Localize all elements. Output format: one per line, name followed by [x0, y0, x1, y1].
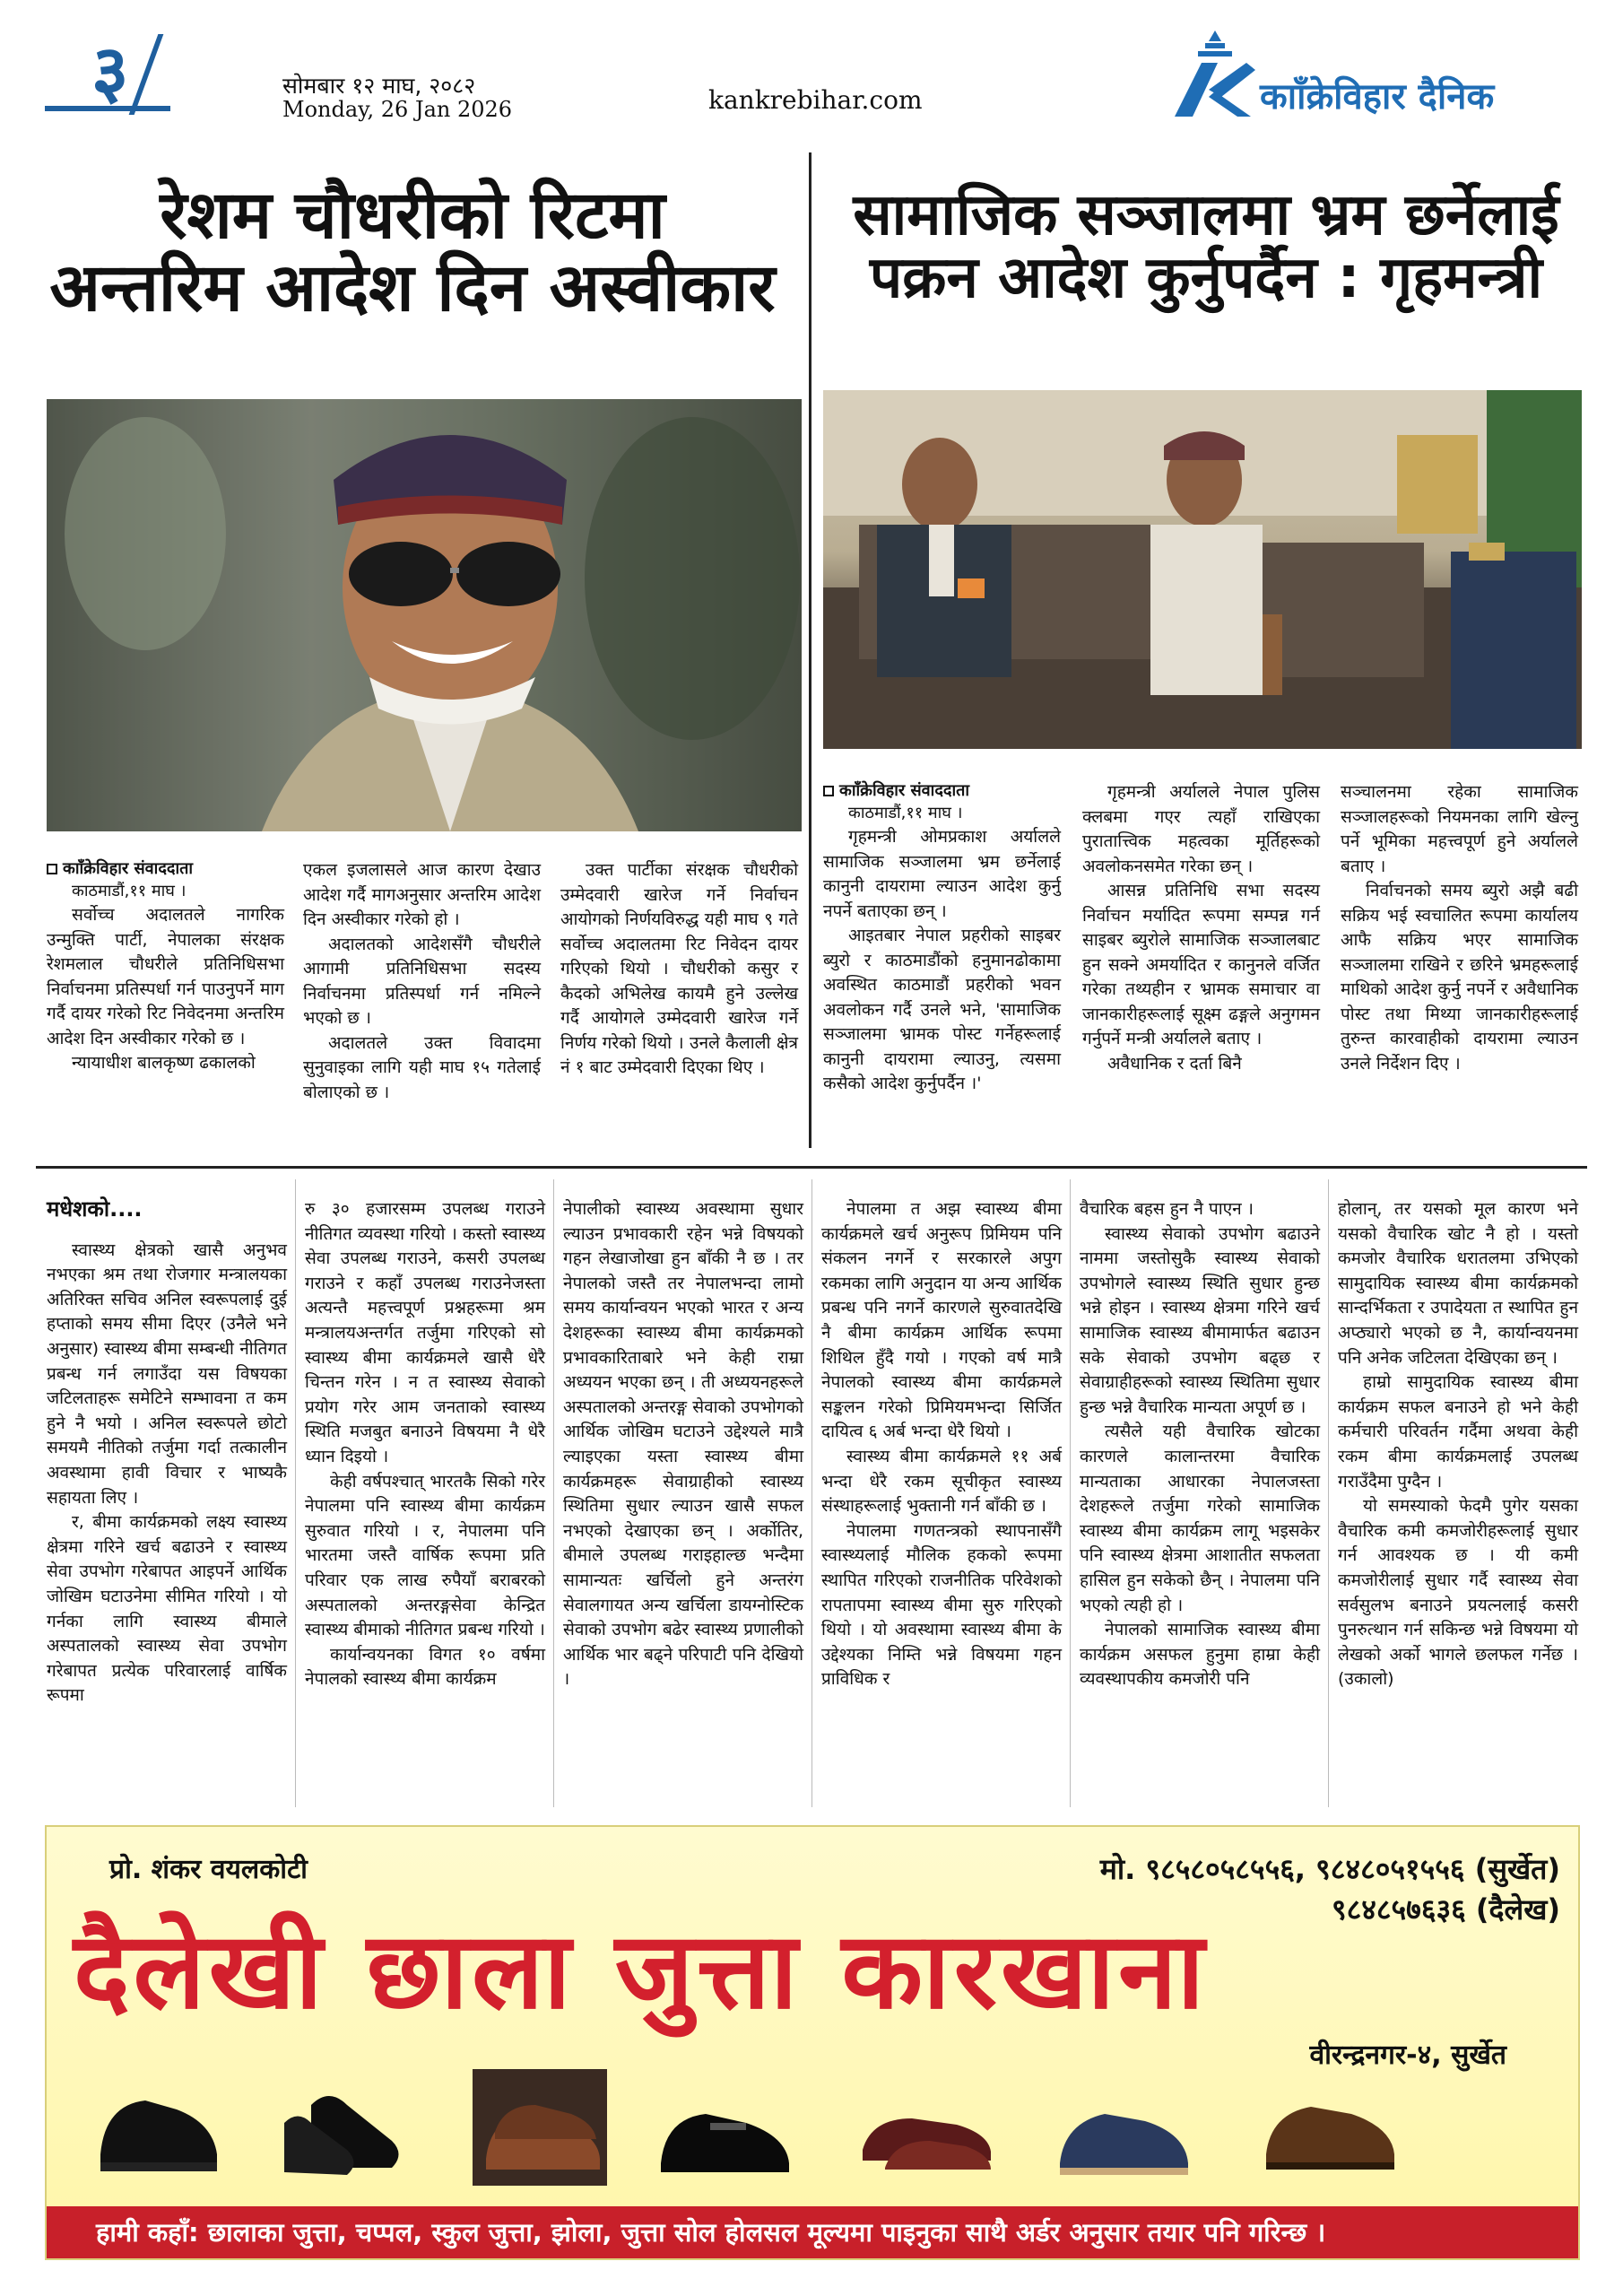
shoe-image [473, 2069, 607, 2186]
paragraph: नेपालमा त अझ स्वास्थ्य बीमा कार्यक्रमले खर्च अनुरूप प्रिमियम पनि संकलन नगर्ने र सरकारले अपुग रकमका लागि अनुदान या अन्य आर्थिक प्रबन्ध पनि नगर्ने कारणले सुरुवातदेखि नै बीमा कार्यक्रम आर्थिक रूपमा शिथिल हुँदै गयो । गएको वर्ष मात्रै नेपालको स्वास्थ्य बीमा कार्यक्रमले सङ्कलन गरेको प्रिमियमभन्दा सिर्जित दायित्व ६ अर्ब भन्दा धेरै थियो । [821, 1199, 1062, 1442]
paragraph: केही वर्षपश्चात् भारतकै सिको गरेर नेपालमा पनि स्वास्थ्य बीमा कार्यक्रम सुरुवात गरियो । र, नेपालमा पनि भारतमा जस्तै वार्षिक रूपमा प्रति परिवार एक लाख रुपैयाँ बराबरको अस्पतालको अन्तरङ्गसेवा केन्द्रित स्वास्थ्य बीमाको नीतिगत प्रबन्ध गरियो । [305, 1471, 545, 1640]
section-separator [36, 1166, 1587, 1169]
page-number-slash [129, 34, 164, 115]
paragraph: स्वास्थ्य क्षेत्रको खासै अनुभव नभएका श्रम तथा रोजगार मन्त्रालयका अतिरिक्त सचिव अनिल स्वरूपलाई दुई हप्ताको समय सीमा दिएर (उनैले भने अनुसार) स्वास्थ्य बीमा सम्बन्धी नीतिगत प्रबन्ध गर्न लगाउँदा यस विषयका जटिलताहरू समेटिने सम्भावना त कम हुने नै भयो । अनिल स्वरूपले छोटो समयमै नीतिको तर्जुमा गर्दा तत्कालीन अवस्थामा हावी विचार र भाष्यकै सहायता लिए । [47, 1239, 287, 1508]
date-nepali: सोमबार १२ माघ, २०८२ [282, 73, 476, 99]
paragraph: उक्त पार्टीका संरक्षक चौधरीको उम्मेदवारी खारेज गर्ने निर्वाचन आयोगको निर्णयविरुद्ध यही माघ ९ गते सर्वोच्च अदालतमा रिट निवेदन दायर गरिएको थियो । चौधरीको कसुर र कैदको अभिलेख कायमै हुने उल्लेख गर्दै आयोगले उम्मेदवारी खारेज गर्ने निर्णय गरेको थियो । उनले कैलाली क्षेत्र नं १ बाट उम्मेदवारी दिएका थिए । [560, 860, 798, 1077]
shoe-image [1055, 2069, 1190, 2186]
home-minister-meeting-photo [823, 390, 1582, 749]
website-link[interactable]: kankrebihar.com [708, 85, 923, 115]
left-article-col3 [560, 858, 798, 1081]
checkbox-icon [823, 786, 834, 796]
ad-footer-banner: हामी कहाँ: छालाका जुत्ता, चप्पल, स्कुल जुत्ता, झोला, जुत्ता सोल होलसल मूल्यमा पाइनुका साथै अर्डर अनुसार तयार पनि गरिन्छ । [47, 2206, 1578, 2258]
paragraph: रु ३० हजारसम्म उपलब्ध गराउने नीतिगत व्यवस्था गरियो । कस्तो स्वास्थ्य सेवा उपलब्ध गराउने, कसरी उपलब्ध गराउने र कहाँ उपलब्ध गराउनेजस्ता अत्यन्तै महत्त्वपूर्ण प्रश्नहरूमा श्रम मन्त्रालयअन्तर्गत तर्जुमा गरिएको सो स्वास्थ्य बीमा कार्यक्रमले खासै धेरै चिन्तन गरेन । न त स्वास्थ्य सेवाको प्रयोग गरेर आम जनताको स्वास्थ्य स्थिति मजबुत बनाउने विषयमा नै धेरै ध्यान दिइयो । [305, 1199, 545, 1466]
continuation-col6 [1338, 1197, 1578, 1692]
paragraph: निर्वाचनको समय ब्युरो अझै बढी सक्रिय भई स्वचालित रूपमा कार्यालय आफै सक्रिय भएर सामाजिक सञ्जालमा राखिने र छरिने भ्रमहरूलाई माथिको आदेश कुर्नु नपर्ने र अवैधानिक पोस्ट तथा मिथ्या जानकारीहरूलाई तुरुन्त कारवाहीको दायरामा ल्याउन उनले निर्देशन दिए । [1341, 881, 1578, 1074]
column-rule [553, 1179, 554, 1807]
ad-address: वीरन्द्रनगर-४, सुर्खेत [1309, 2039, 1506, 2071]
column-rule [1070, 1179, 1071, 1807]
continuation-col3 [563, 1197, 803, 1692]
right-headline-line1: सामाजिक सञ्जालमा भ्रम छर्नेलाई [853, 182, 1559, 248]
newspaper-logo [1166, 27, 1587, 130]
column-rule [1328, 1179, 1329, 1807]
paragraph: कार्यान्वयनका विगत १० वर्षमा नेपालको स्वास्थ्य बीमा कार्यक्रम [305, 1644, 545, 1690]
right-byline [823, 780, 1061, 802]
paragraph: गृहमन्त्री अर्यालले नेपाल पुलिस क्लबमा गएर त्यहाँ राखिएका पुरातात्त्विक महत्वका मूर्तिहरूको अवलोकनसमेत गरेका छन् । [1082, 782, 1320, 876]
ad-title: दैलेखी छाला जुत्ता कारखाना [74, 1909, 1209, 2032]
paragraph: सञ्चालनमा रहेका सामाजिक सञ्जालहरूको नियमनका लागि खेल्नु पर्ने भूमिका महत्त्वपूर्ण हुने अर्यालले बताए । [1341, 782, 1578, 876]
paragraph: अदालतले उक्त विवादमा सुनुवाइका लागि यही माघ १५ गतेलाई बोलाएको छ । [303, 1032, 541, 1102]
right-headline-line2: पक्रन आदेश कुर्नुपर्दैन : गृहमन्त्री [869, 245, 1543, 312]
paragraph: हाम्रो सामुदायिक स्वास्थ्य बीमा कार्यक्रम सफल बनाउने हो भने केही कर्मचारी परिवर्तन गर्दैमा अथवा केही रकम बीमा कार्यक्रमलाई उपलब्ध गराउँदैमा पुग्दैन । [1338, 1372, 1578, 1492]
continuation-col5 [1080, 1197, 1320, 1692]
date-english: Monday, 26 Jan 2026 [282, 97, 513, 122]
ad-shoe-gallery [69, 2069, 1558, 2186]
paragraph: यो समस्याको फेदमै पुगेर यसका वैचारिक कमी कमजोरीहरूलाई सुधार गर्न आवश्यक छ । यी कमी कमजोरीलाई सुधार गर्दै स्वास्थ्य सेवा सर्वसुलभ बनाउने प्रयत्नलाई कसरी पुनरुत्थान गर्न सकिन्छ भन्ने विषयमा यो लेखको अर्को भागले छलफल गर्नेछ । (उकालो) [1338, 1496, 1578, 1690]
ad-phone-dailekh: ९८४८५७६३६ (दैलेख) [1331, 1892, 1560, 1926]
continuation-col2 [305, 1197, 545, 1692]
shoe-factory-advertisement[interactable] [45, 1825, 1580, 2260]
paragraph: सर्वोच्च अदालतले नागरिक उन्मुक्ति पार्टी, नेपालका संरक्षक रेशमलाल चौधरीले प्रतिनिधिसभा निर्वाचनमा प्रतिस्पर्धा गर्न पाउनुपर्ने माग गर्दै दायर गरेको रिट निवेदनमा अन्तरिम आदेश दिन अस्वीकार गरेको छ । [47, 905, 284, 1048]
right-byline-text: कााँक्रेविहार संवाददाता [839, 781, 970, 800]
page-header [0, 0, 1623, 135]
page-number [45, 27, 179, 117]
continuation-col4 [821, 1197, 1062, 1692]
left-byline [47, 858, 284, 880]
page-number-text: ३ [91, 30, 129, 113]
left-byline-text: कााँक्रेविहार संवाददाता [63, 859, 194, 878]
right-article-headline [834, 184, 1578, 310]
paragraph: न्यायाधीश बालकृष्ण ढकालको [72, 1053, 256, 1073]
shoe-image [91, 2069, 226, 2186]
paragraph: एकल इजलासले आज कारण देखाउ आदेश गर्दै मागअनुसार अन्तरिम आदेश दिन अस्वीकार गरेको हो । [303, 860, 541, 929]
paragraph: नेपालीको स्वास्थ्य अवस्थामा सुधार ल्याउन प्रभावकारी रहेन भन्ने विषयको गहन लेखाजोखा हुन बाँकी नै छ । तर नेपालको जस्तै तर नेपालभन्दा लामो समय कार्यान्वयन भएको भारत र अन्य देशहरूका स्वास्थ्य बीमा कार्यक्रमको प्रभावकारिताबारे भने केही राम्रा अध्ययन भएका छन् । ती अध्ययनहरूले अस्पतालको अन्तरङ्ग सेवाको उपभोगको आर्थिक जोखिम घटाउने उद्देश्यले मात्रै ल्याइएका यस्ता स्वास्थ्य बीमा कार्यक्रमहरू सेवाग्राहीको स्वास्थ्य स्थितिमा सुधार ल्याउन खासै सफल नभएको देखाएका छन् । अर्कोतिर, बीमाले उपलब्ध गराइहाल्छ भन्दैमा सामान्यतः खर्चिलो हुने अन्तरंग सेवालगायत अन्य खर्चिला डायग्नोस्टिक सेवाको उपभोग बढेर स्वास्थ्य प्रणालीको आर्थिक भार बढ्ने परिपाटी पनि देखियो । [563, 1199, 803, 1690]
paragraph: नेपालमा गणतन्त्रको स्थापनासँगै स्वास्थ्यलाई मौलिक हकको रूपमा स्थापित गरिएको राजनीतिक परिवेशको रापतापमा स्वास्थ्य बीमा सुरु गरिएको थियो । यो अवस्थामा स्वास्थ्य बीमा के उद्देश्यका निम्ति भन्ने विषयमा गहन प्राविधिक र [821, 1520, 1062, 1690]
ad-proprietor: प्रो. शंकर वयलकोटी [109, 1854, 308, 1885]
paragraph: त्यसैले यही वैचारिक खोटका कारणले कालान्तरमा वैचारिक मान्यताका आधारका नेपालजस्ता देशहरूले तर्जुमा गरेको सामाजिक स्वास्थ्य बीमा कार्यक्रम लागू भइसकेर पनि स्वास्थ्य क्षेत्रमा आशातीत सफलता हासिल हुन सकेको छैन् । नेपालमा पनि भएको त्यही हो । [1080, 1422, 1320, 1615]
left-article-col1 [47, 858, 284, 1076]
left-article-headline [36, 179, 789, 326]
paragraph: वैचारिक बहस हुन नै पाएन । [1080, 1199, 1254, 1219]
paragraph: आसन्न प्रतिनिधि सभा सदस्य निर्वाचन मर्यादित रूपमा सम्पन्न गर्न साइबर ब्युरोले सामाजिक सञ्जालबाट हुन सक्ने अमर्यादित र कानुनले वर्जित गरेका तथ्यहीन र भ्रामक समाचार वा जानकारीहरूलाई सूक्ष्म ढङ्गले अनुगमन गर्नुपर्ने मन्त्री अर्यालले बताए । [1082, 881, 1320, 1048]
paragraph: स्वास्थ्य बीमा कार्यक्रमले ११ अर्ब भन्दा धेरै रकम सूचीकृत स्वास्थ्य संस्थाहरूलाई भुक्तानी गर्न बाँकी छ । [821, 1446, 1062, 1517]
shoe-image [275, 2069, 410, 2186]
right-dateline: काठमाडौं,११ माघ । [848, 804, 963, 822]
shoe-image [1262, 2069, 1396, 2186]
left-article-col2 [303, 858, 541, 1105]
right-article-col3 [1341, 780, 1578, 1076]
left-headline-line2: अन्तरिम आदेश दिन अस्वीकार [49, 249, 776, 327]
stupa-logo-icon [1166, 27, 1264, 126]
continuation-col1 [47, 1197, 287, 1709]
shoe-image [656, 2069, 791, 2186]
column-rule [295, 1179, 296, 1807]
paragraph: गृहमन्त्री ओमप्रकाश अर्यालले सामाजिक सञ्जालमा भ्रम छर्नेलाई कानुनी दायरामा ल्याउन आदेश कुर्नु नपर्ने बताएका छन् । [823, 827, 1061, 921]
paragraph: नेपालको सामाजिक स्वास्थ्य बीमा कार्यक्रम असफल हुनुमा हाम्रा केही व्यवस्थापकीय कमजोरी पनि [1080, 1620, 1320, 1690]
checkbox-icon [47, 864, 57, 874]
column-divider [809, 152, 812, 1148]
left-dateline: काठमाडौं,११ माघ । [72, 882, 187, 900]
right-article-col1 [823, 780, 1061, 1097]
ad-phone-surkhet: मो. ९८५८०५८५५६, ९८४८०५१५५६ (सुर्खेत) [1099, 1852, 1560, 1886]
paragraph: होलान्, तर यसको मूल कारण भने यसको वैचारिक खोट नै हो । यस्तो कमजोर वैचारिक धरातलमा उभिएको सामुदायिक स्वास्थ्य बीमा कार्यक्रमको सान्दर्भिकता र उपादेयता त स्थापित हुन अप्ठ्यारो भएको छ नै, कार्यान्वयनमा पनि अनेक जटिलता देखिएका छन् । [1338, 1199, 1578, 1368]
right-article-col2 [1082, 780, 1320, 1076]
paragraph: अदालतको आदेशसँगै चौधरीले आगामी प्रतिनिधिसभा सदस्य निर्वाचनमा प्रतिस्पर्धा गर्न नमिल्ने भएको छ । [303, 934, 541, 1028]
paragraph: र, बीमा कार्यक्रमको लक्ष्य स्वास्थ्य क्षेत्रमा गरिने खर्च बढाउने र स्वास्थ्य सेवा उपभोग गरेबापत आइपर्ने आर्थिक जोखिम घटाउनेमा सीमित गरियो । यो गर्नका लागि स्वास्थ्य बीमाले अस्पतालको स्वास्थ्य सेवा उपभोग गरेबापत प्रत्येक परिवारलाई वार्षिक रूपमा [47, 1512, 287, 1706]
paragraph: आइतबार नेपाल प्रहरीको साइबर ब्युरो र काठमाडौंको हनुमानढोकामा अवस्थित काठमाडौं प्रहरीको भवन अवलोकन गर्दै उनले भने, 'सामाजिक सञ्जालमा भ्रामक पोस्ट गर्नेहरूलाई कानुनी दायरामा ल्याउनु, त्यसमा कसैको आदेश कुर्नुपर्दैन ।' [823, 926, 1061, 1093]
logo-text: कााँक्रेविहार दैनिक [1260, 76, 1495, 117]
paragraph: स्वास्थ्य सेवाको उपभोग बढाउने नाममा जस्तोसुकै स्वास्थ्य सेवाको उपभोगले स्वास्थ्य स्थिति सुधार हुन्छ भन्ने होइन । स्वास्थ्य क्षेत्रमा गरिने खर्च सामाजिक स्वास्थ्य बीमामार्फत बढाउन सके सेवाको उपभोग बढ्छ र सेवाग्राहीहरूको स्वास्थ्य स्थितिमा सुधार हुन्छ भन्ने वैचारिक मान्यता अपूर्ण छ । [1080, 1223, 1320, 1417]
left-headline-line1: रेशम चौधरीको रिटमा [160, 177, 665, 254]
continuation-title: मधेशको.... [47, 1196, 143, 1222]
shoe-image [858, 2069, 993, 2186]
paragraph: अवैधानिक र दर्ता बिनै [1107, 1053, 1242, 1074]
resham-chaudhary-photo [47, 399, 802, 831]
